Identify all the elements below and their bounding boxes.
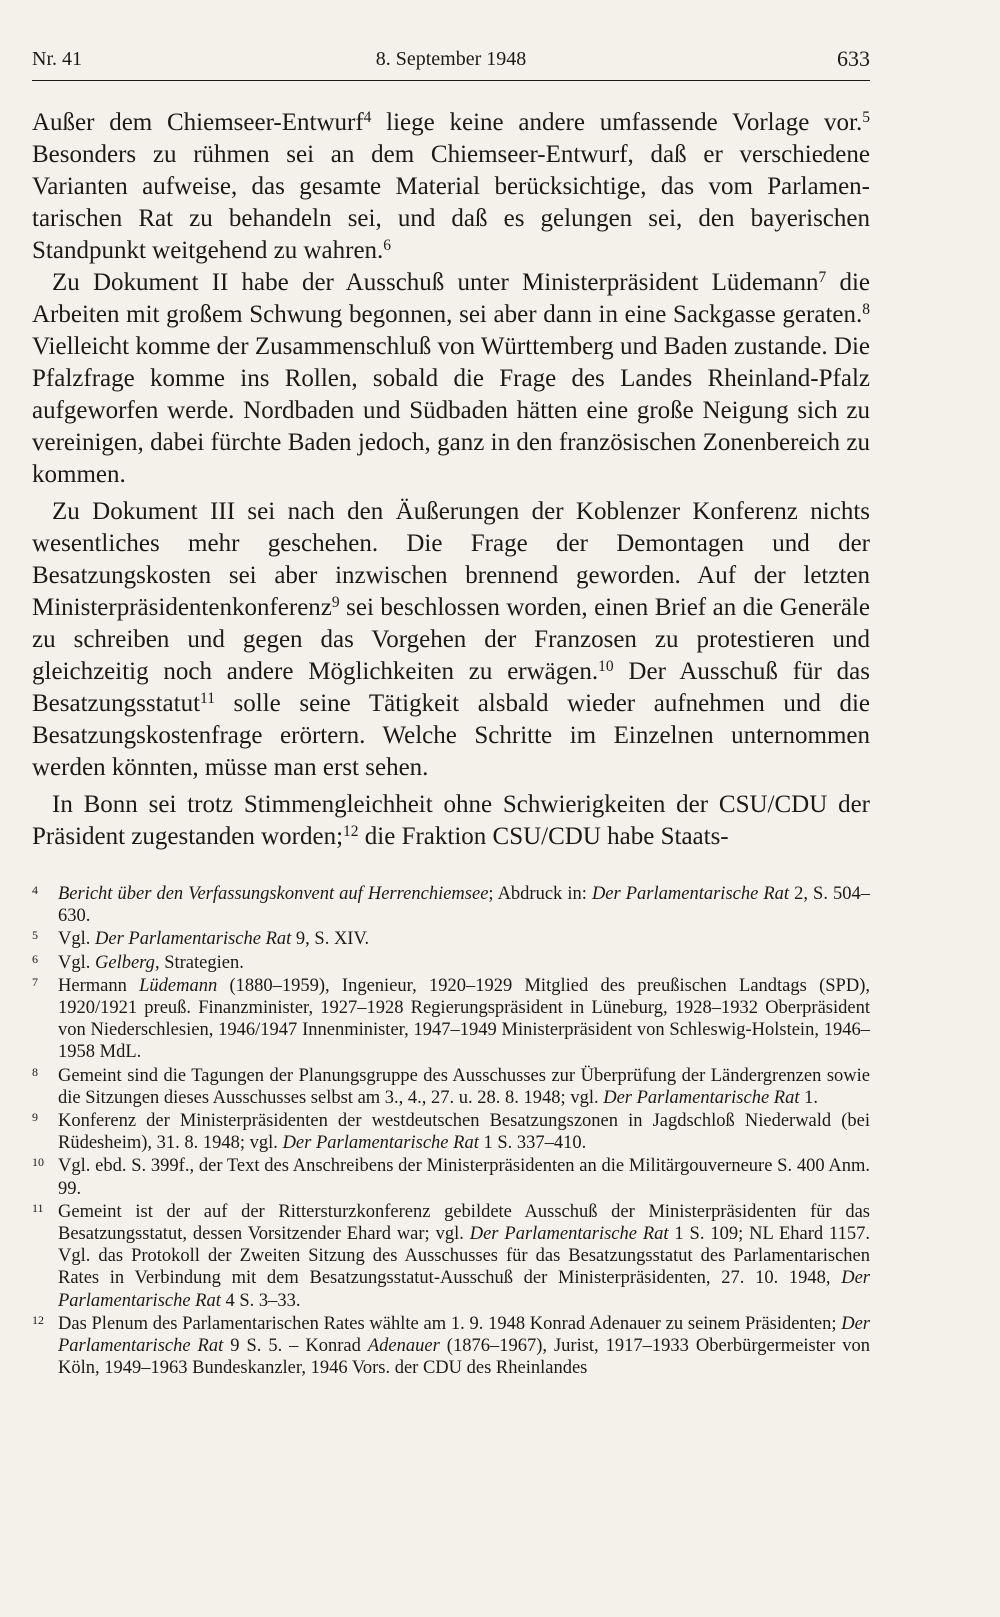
footnote-text: , Strategien. bbox=[154, 952, 244, 973]
text-run: Der Ausschuß für das Besatzungsstatut bbox=[32, 658, 870, 717]
footnote-ref: 12 bbox=[343, 823, 359, 841]
paragraph-2 bbox=[32, 267, 870, 491]
footnote-5 bbox=[32, 928, 870, 950]
footnote-number: 11 bbox=[32, 1200, 44, 1215]
page-number: 633 bbox=[837, 46, 870, 71]
footnote-text: 1 S. 337–410. bbox=[478, 1133, 587, 1154]
text-run: die Arbeiten mit großem Schwung begonnen, sei aber dann in eine Sackgasse geraten. bbox=[32, 269, 871, 328]
footnote-number: 5 bbox=[32, 928, 38, 943]
footnote-italic: Der Parlamentarische Rat bbox=[58, 1268, 870, 1311]
text-run: solle seine Tätigkeit alsbald wieder aufnehmen und die Besatzungskostenfrage erörtern. Welche Schritte im Einzelnen unternommen werden könnten, müsse man erst sehen. bbox=[32, 690, 870, 781]
footnote-4 bbox=[32, 883, 870, 927]
footnote-number: 12 bbox=[32, 1312, 44, 1327]
text-run: Außer dem Chiemseer-Entwurf bbox=[32, 109, 364, 136]
footnote-text: 1. bbox=[799, 1087, 818, 1108]
footnote-italic: Der Parlamentarische Rat bbox=[469, 1224, 669, 1245]
footnote-6 bbox=[32, 952, 870, 974]
footnote-italic: Der Parlamentarische Rat bbox=[591, 884, 790, 904]
footnote-text: Konferenz der Ministerpräsidenten der westdeutschen Besatzungszonen in Jagdschloß Niederwald (bei Rüdesheim), 31. 8. 1948; vgl. bbox=[58, 1111, 870, 1154]
footnote-text: Das Plenum des Parlamentarischen Rates wählte am 1. 9. 1948 Konrad Adenauer zu seinem Präsidenten; bbox=[58, 1313, 842, 1334]
text-run: liege keine andere umfassende Vorlage vor. bbox=[371, 109, 863, 136]
footnote-11 bbox=[32, 1201, 870, 1312]
footnote-italic: Lüdemann bbox=[139, 975, 218, 996]
footnote-10 bbox=[32, 1155, 870, 1199]
paragraph-4 bbox=[32, 789, 870, 853]
footnote-ref: 6 bbox=[383, 237, 392, 255]
main-text bbox=[32, 107, 870, 853]
footnote-number: 6 bbox=[32, 951, 38, 966]
text-run: Zu Dokument II habe der Ausschuß unter Ministerpräsident Lüdemann bbox=[52, 269, 819, 296]
issue-number: Nr. 41 bbox=[32, 48, 82, 70]
footnote-ref: 9 bbox=[331, 594, 340, 612]
paragraph-1 bbox=[32, 107, 870, 267]
footnotes bbox=[32, 883, 870, 1379]
footnote-text: 9, S. XIV. bbox=[291, 929, 370, 950]
footnote-text: (1876–1967), Jurist, 1917–1933 Oberbürgermeister von Köln, 1949–1963 Bundeskanzler, 1946 Vors. der CDU des Rheinlandes bbox=[58, 1336, 870, 1379]
footnote-ref: 7 bbox=[818, 269, 827, 287]
header-date: 8. September 1948 bbox=[375, 48, 527, 70]
footnote-italic: Der Parlamentarische Rat bbox=[95, 929, 292, 950]
footnote-ref: 8 bbox=[862, 301, 870, 319]
footnote-9 bbox=[32, 1110, 870, 1154]
footnote-text: Vgl. bbox=[58, 952, 95, 973]
running-header bbox=[32, 40, 870, 81]
footnote-italic: Der Parlamentarische Rat bbox=[603, 1087, 800, 1108]
footnote-text: Hermann bbox=[58, 975, 140, 996]
book-page bbox=[32, 40, 870, 1380]
text-run: Zu Dokument III sei nach den Äußerungen der Koblenzer Konferenz nichts wesentliches mehr geschehen. Die Frage der Demontagen und der Besatzungskosten sei aber inzwischen brennend geworden. Auf der letzten Ministerpräsidentenkonferenz bbox=[32, 498, 870, 621]
footnote-text: ; Abdruck in: bbox=[488, 884, 592, 904]
footnote-italic: Adenauer bbox=[367, 1336, 440, 1357]
footnote-text: Gemeint sind die Tagungen der Planungsgruppe des Ausschusses zur Überprüfung der Ländergrenzen sowie die Sitzungen dieses Ausschusses selbst am 3., 4., 27. u. 28. 8. 1948; vgl. bbox=[58, 1065, 870, 1108]
footnote-7 bbox=[32, 975, 870, 1064]
text-run: Besonders zu rühmen sei an dem Chiemseer-Entwurf, daß er verschiedene Varianten aufweise, das gesamte Material berücksichtige, das vom Parlamentarischen Rat zu behandeln sei, und daß es gelungen sei, den bayerischen Standpunkt weitgehend zu wahren. bbox=[32, 141, 870, 264]
footnote-ref: 10 bbox=[598, 658, 614, 676]
footnote-italic: Bericht über den Verfassungskonvent auf Herrenchiemsee bbox=[58, 884, 489, 904]
footnote-text: (1880–1959), Ingenieur, 1920–1929 Mitglied des preußischen Landtags (SPD), 1920/1921 preuß. Finanzminister, 1927–1928 Regierungspräsident in Lüneburg, 1928–1932 Oberpräsident von Niederschlesien, 1946/1947 Innenminister, 1947–1949 Ministerpräsident von Schleswig-Holstein, 1946–1958 MdL. bbox=[58, 975, 870, 1063]
footnote-number: 8 bbox=[32, 1064, 38, 1079]
text-run: Vielleicht komme der Zusammenschluß von Württemberg und Baden zustande. Die Pfalzfrage komme ins Rollen, sobald die Frage des Landes Rheinland-Pfalz aufgeworfen werde. Nordbaden und Südbaden hätten eine große Neigung sich zu vereinigen, dabei fürchte Baden jedoch, ganz in den französischen Zonenbereich zu kommen. bbox=[32, 333, 870, 488]
footnote-italic: Gelberg bbox=[95, 952, 155, 973]
footnote-number: 7 bbox=[32, 974, 38, 989]
footnote-ref: 11 bbox=[200, 690, 215, 708]
footnote-text: 9 S. 5. – Konrad bbox=[223, 1336, 368, 1357]
footnote-number: 4 bbox=[32, 883, 38, 897]
footnote-text: Gemeint ist der auf der Rittersturzkonferenz gebildete Ausschuß der Ministerpräsidenten für das Besatzungsstatut, dessen Vorsitzender Ehard war; vgl. bbox=[58, 1201, 870, 1245]
footnote-8 bbox=[32, 1065, 870, 1109]
footnote-number: 10 bbox=[32, 1155, 44, 1170]
footnote-ref: 5 bbox=[862, 109, 870, 127]
footnote-text: Vgl. bbox=[58, 929, 95, 950]
footnote-italic: Der Parlamentarische Rat bbox=[58, 1313, 870, 1357]
footnote-text: 2, S. 504–630. bbox=[58, 884, 870, 927]
text-run: die Fraktion CSU/CDU habe Staats- bbox=[358, 823, 729, 850]
footnote-ref: 4 bbox=[363, 109, 372, 127]
footnote-text: 4 S. 3–33. bbox=[220, 1290, 301, 1311]
text-run: In Bonn sei trotz Stimmengleichheit ohne Schwierigkeiten der CSU/CDU der Präsident zugestanden worden; bbox=[32, 791, 870, 850]
footnote-text: Vgl. ebd. S. 399f., der Text des Anschreibens der Ministerpräsidenten an die Militärgouverneure S. 400 Anm. 99. bbox=[58, 1156, 870, 1199]
footnote-12 bbox=[32, 1313, 870, 1380]
footnote-number: 9 bbox=[32, 1110, 38, 1125]
footnote-text: 1 S. 109; NL Ehard 1157. Vgl. das Protokoll der Zweiten Sitzung des Ausschusses für das Besatzungsstatut des Parlamentarischen Rates in Verbindung mit dem Besatzungsstatut-Ausschuß der Ministerpräsidenten, 27. 10. 1948, bbox=[58, 1224, 870, 1289]
footnote-italic: Der Parlamentarische Rat bbox=[282, 1133, 479, 1154]
paragraph-3 bbox=[32, 496, 870, 784]
text-run: sei beschlossen worden, einen Brief an die Generäle zu schreiben und gegen das Vorgehen der Franzosen zu protestieren und gleichzeitig noch andere Möglichkeiten zu erwägen. bbox=[32, 594, 870, 685]
